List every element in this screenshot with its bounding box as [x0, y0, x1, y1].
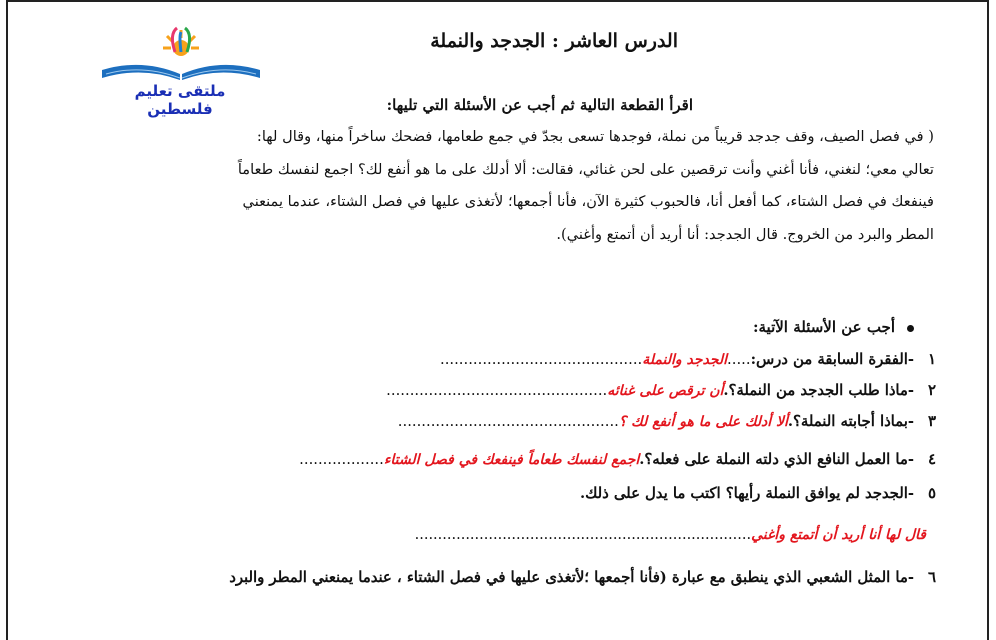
passage-line: تعالي معي؛ لنغني، فأنا أغني وأنت ترقصين على لحن غنائي، فقالت: ألا أدلك على ما هو أنفع لك؟ اجمع لنفسك طعاماً	[237, 160, 934, 178]
answer-5-line: قال لها أنا أريد أن أتمتع وأغني.........................................................................	[414, 527, 926, 543]
bullet-icon	[907, 325, 914, 332]
answer-4: اجمع لنفسك طعاماً فينفعك في فصل الشتاء	[383, 452, 640, 468]
answer-2: أن ترقص على غنائه	[607, 383, 724, 399]
question-3: ٣-بماذا أجابته النملة؟.ألا أدلك على ما هو أنفع لك ؟...............................................	[397, 413, 936, 430]
question-6: ٦-ما المثل الشعبي الذي ينطبق مع عبارة (فأنا أجمعها ؛لأتغذى عليها في فصل الشتاء ، عندما يمنعني المطر والبرد	[229, 569, 936, 586]
answer-1: الجدجد والنملة	[642, 352, 728, 368]
question-5: ٥-الجدجد لم يوافق النملة رأيها؟ اكتب ما يدل على ذلك.	[579, 485, 936, 502]
instruction: اقرأ القطعة التالية ثم أجب عن الأسئلة التي تليها:	[386, 96, 693, 114]
logo-text: ملتقى تعليم فلسطين	[134, 82, 226, 118]
passage-line: ( في فصل الصيف، وقف جدجد قريباً من نملة، فوجدها تسعى بجدّ في جمع طعامها، فضحك ساخراً منها، وقال لها:	[256, 128, 934, 145]
question-1: ١-الفقرة السابقة من درس:.....الجدجد والنملة...........................................	[439, 351, 936, 368]
lesson-title: الدرس العاشر : الجدجد والنملة	[430, 30, 678, 52]
passage	[84, 121, 934, 251]
passage-line: المطر والبرد من الخروج. قال الجدجد: أنا أريد أن أتمتع وأغني).	[556, 225, 934, 243]
question-4: ٤-ما العمل النافع الذي دلته النملة على فعله؟.اجمع لنفسك طعاماً فينفعك في فصل الشتاء..................	[299, 451, 936, 468]
answer-5: قال لها أنا أريد أن أتمتع وأغني	[751, 527, 926, 543]
question-2: ٢-ماذا طلب الجدجد من النملة؟.أن ترقص على غنائه...............................................	[386, 382, 936, 399]
questions-heading: أجب عن الأسئلة الآتية:	[753, 318, 914, 336]
answer-3: ألا أدلك على ما هو أنفع لك ؟	[618, 414, 788, 430]
passage-line: فينفعك في فصل الشتاء، كما أفعل أنا، فالحبوب كثيرة الآن، فأنا أجمعها؛ لأتغذى عليها في فصل الشتاء، عندما يمنعني	[242, 193, 934, 210]
